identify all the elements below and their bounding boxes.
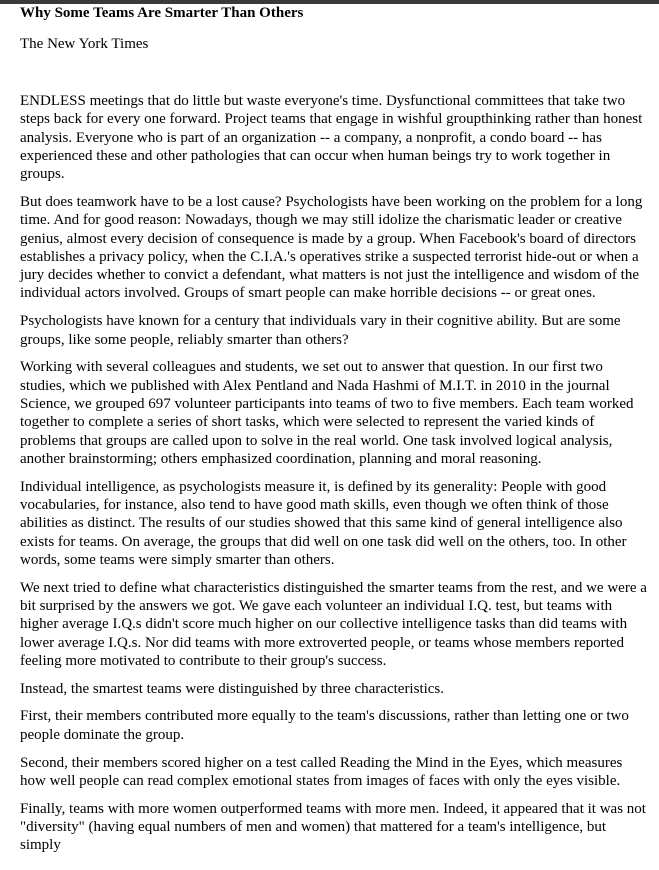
paragraph: Individual intelligence, as psychologists measure it, is defined by its generality: People with good vocabularies, for instance, also tend to have good math skills, even though we often think of those abilities as distinct. The results of our studies showed that this same kind of general intelligence also exists for teams. On average, the groups that did well on one task did well on the others, too. In other words, some teams were simply smarter than others. xyxy=(20,478,627,568)
paragraph: But does teamwork have to be a lost cause? Psychologists have been working on the problem for a long time. And for good reason: Nowadays, though we may still idolize the charismatic leader or creative genius, almost every decision of consequence is made by a group. When Facebook's board of directors establishes a privacy policy, when the C.I.A.'s operatives strike a suspected terrorist hide-out or when a jury decides whether to convict a defendant, what matters is not just the intelligence and wisdom of the individual actors involved. Groups of smart people can make horrible decisions -- or great ones. xyxy=(20,193,643,302)
paragraph: We next tried to define what characteristics distinguished the smarter teams from the rest, and we were a bit surprised by the answers we got. We gave each volunteer an individual I.Q. test, but teams with higher average I.Q.s didn't score much higher on our collective intelligence tasks than did teams with lower average I.Q.s. Nor did teams with more extroverted people, or teams whose members reported feeling more motivated to contribute to their group's success. xyxy=(20,579,647,669)
article-body xyxy=(20,92,650,854)
article-title: Why Some Teams Are Smarter Than Others xyxy=(20,5,304,21)
paragraph: First, their members contributed more equally to the team's discussions, rather than letting one or two people dominate the group. xyxy=(20,708,629,743)
paragraph: Psychologists have known for a century that individuals vary in their cognitive ability. But are some groups, like some people, reliably smarter than others? xyxy=(20,313,621,348)
article-source: The New York Times xyxy=(20,36,149,52)
paragraph: Finally, teams with more women outperformed teams with more men. Indeed, it appeared that it was not "diversity" (having equal numbers of men and women) that mattered for a team's intelligence, but simply xyxy=(20,800,646,854)
paragraph: ENDLESS meetings that do little but waste everyone's time. Dysfunctional committees that take two steps back for every one forward. Project teams that engage in wishful groupthinking rather than honest analysis. Everyone who is part of an organization -- a company, a nonprofit, a condo board -- has experienced these and other pathologies that can occur when human beings try to work together in groups. xyxy=(20,93,643,183)
paragraph: Second, their members scored higher on a test called Reading the Mind in the Eyes, which measures how well people can read complex emotional states from images of faces with only the eyes visible. xyxy=(20,754,623,789)
article xyxy=(20,4,650,864)
paragraph: Working with several colleagues and students, we set out to answer that question. In our first two studies, which we published with Alex Pentland and Nada Hashmi of M.I.T. in 2010 in the journal Science, we grouped 697 volunteer participants into teams of two to five members. Each team worked together to complete a series of short tasks, which were selected to represent the varied kinds of problems that groups are called upon to solve in the real world. One task involved logical analysis, another brainstorming; others emphasized coordination, planning and moral reasoning. xyxy=(20,359,634,467)
paragraph: Instead, the smartest teams were distinguished by three characteristics. xyxy=(20,680,445,697)
